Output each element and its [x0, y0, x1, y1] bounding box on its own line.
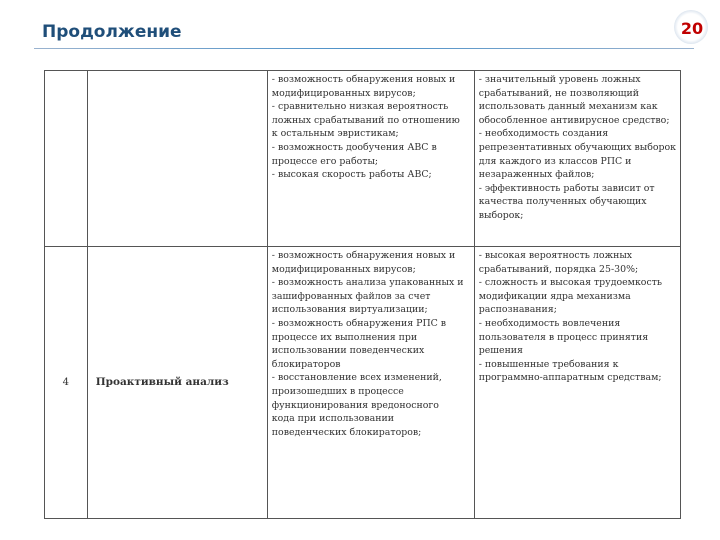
row-number-cell: 4: [45, 247, 88, 519]
advantage-line: ложных срабатываний по отношению: [271, 114, 460, 126]
method-cell: [87, 71, 267, 247]
advantage-line: к остальным эвристикам;: [271, 128, 399, 140]
disadvantage-line: - значительный уровень ложных: [478, 74, 641, 85]
row-number-cell: [45, 71, 88, 247]
advantage-line: - возможность дообучения АВС в: [271, 141, 437, 153]
disadvantage-line: программно-аппаратным средствам;: [478, 372, 662, 384]
disadvantages-cell: [474, 247, 680, 519]
disadvantage-line: - необходимость вовлечения: [478, 317, 621, 329]
method-cell: Проактивный анализ: [87, 247, 267, 519]
disadvantage-line: для каждого из классов РПС и: [478, 155, 632, 167]
disadvantage-line: - повышенные требования к: [478, 358, 619, 370]
disadvantage-line: распознавания;: [478, 304, 557, 316]
table-row: [45, 247, 681, 519]
page-number-badge: [670, 10, 714, 46]
disadvantage-line: использовать данный механизм как: [478, 101, 658, 113]
disadvantage-line: модификации ядра механизма: [478, 290, 631, 302]
advantage-line: - восстановление всех изменений,: [271, 372, 442, 384]
advantage-line: модифицированных вирусов;: [271, 263, 416, 275]
disadvantage-line: срабатываний, порядка 25-30%;: [478, 263, 639, 275]
advantage-line: использования виртуализации;: [271, 304, 428, 316]
advantages-cell: [267, 71, 474, 247]
disadvantage-line: выборок;: [478, 209, 524, 221]
advantage-line: кода при использовании: [271, 413, 394, 425]
advantage-line: блокираторов: [271, 358, 341, 370]
page-title: Продолжение: [42, 22, 182, 42]
advantage-line: процессе его работы;: [271, 155, 379, 167]
advantage-line: - высокая скорость работы АВС;: [271, 169, 432, 181]
advantage-line: поведенческих блокираторов;: [271, 426, 422, 438]
disadvantages-cell: [474, 71, 680, 247]
advantage-line: - сравнительно низкая вероятность: [271, 101, 449, 113]
table-row: [45, 71, 681, 247]
disadvantage-line: решения: [478, 345, 523, 357]
disadvantage-line: - высокая вероятность ложных: [478, 250, 633, 261]
disadvantage-line: репрезентативных обучающих выборок: [478, 141, 676, 153]
advantage-line: процессе их выполнения при: [271, 331, 418, 343]
disadvantage-line: качества полученных обучающих: [478, 196, 647, 208]
advantages-cell: [267, 247, 474, 519]
disadvantage-line: пользователя в процесс принятия: [478, 331, 649, 343]
advantage-line: функционирования вредоносного: [271, 399, 439, 411]
advantage-line: - возможность обнаружения РПС в: [271, 317, 447, 329]
advantage-line: - возможность анализа упакованных и: [271, 277, 464, 289]
advantage-line: использовании поведенческих: [271, 345, 425, 357]
disadvantage-line: - необходимость создания: [478, 128, 609, 140]
disadvantage-line: срабатываний, не позволяющий: [478, 87, 639, 99]
title-underline: [34, 48, 694, 49]
comparison-table: [44, 70, 681, 519]
disadvantage-line: - сложность и высокая трудоемкость: [478, 277, 662, 289]
advantage-line: - возможность обнаружения новых и: [271, 74, 456, 85]
disadvantage-line: - эффективность работы зависит от: [478, 182, 655, 194]
page-number: 20: [680, 18, 704, 38]
advantage-line: - возможность обнаружения новых и: [271, 250, 456, 261]
disadvantage-line: незараженных файлов;: [478, 169, 595, 181]
advantage-line: произошедших в процессе: [271, 385, 404, 397]
advantage-line: модифицированных вирусов;: [271, 87, 416, 99]
disadvantage-line: обособленное антивирусное средство;: [478, 114, 670, 126]
advantage-line: зашифрованных файлов за счет: [271, 290, 431, 302]
